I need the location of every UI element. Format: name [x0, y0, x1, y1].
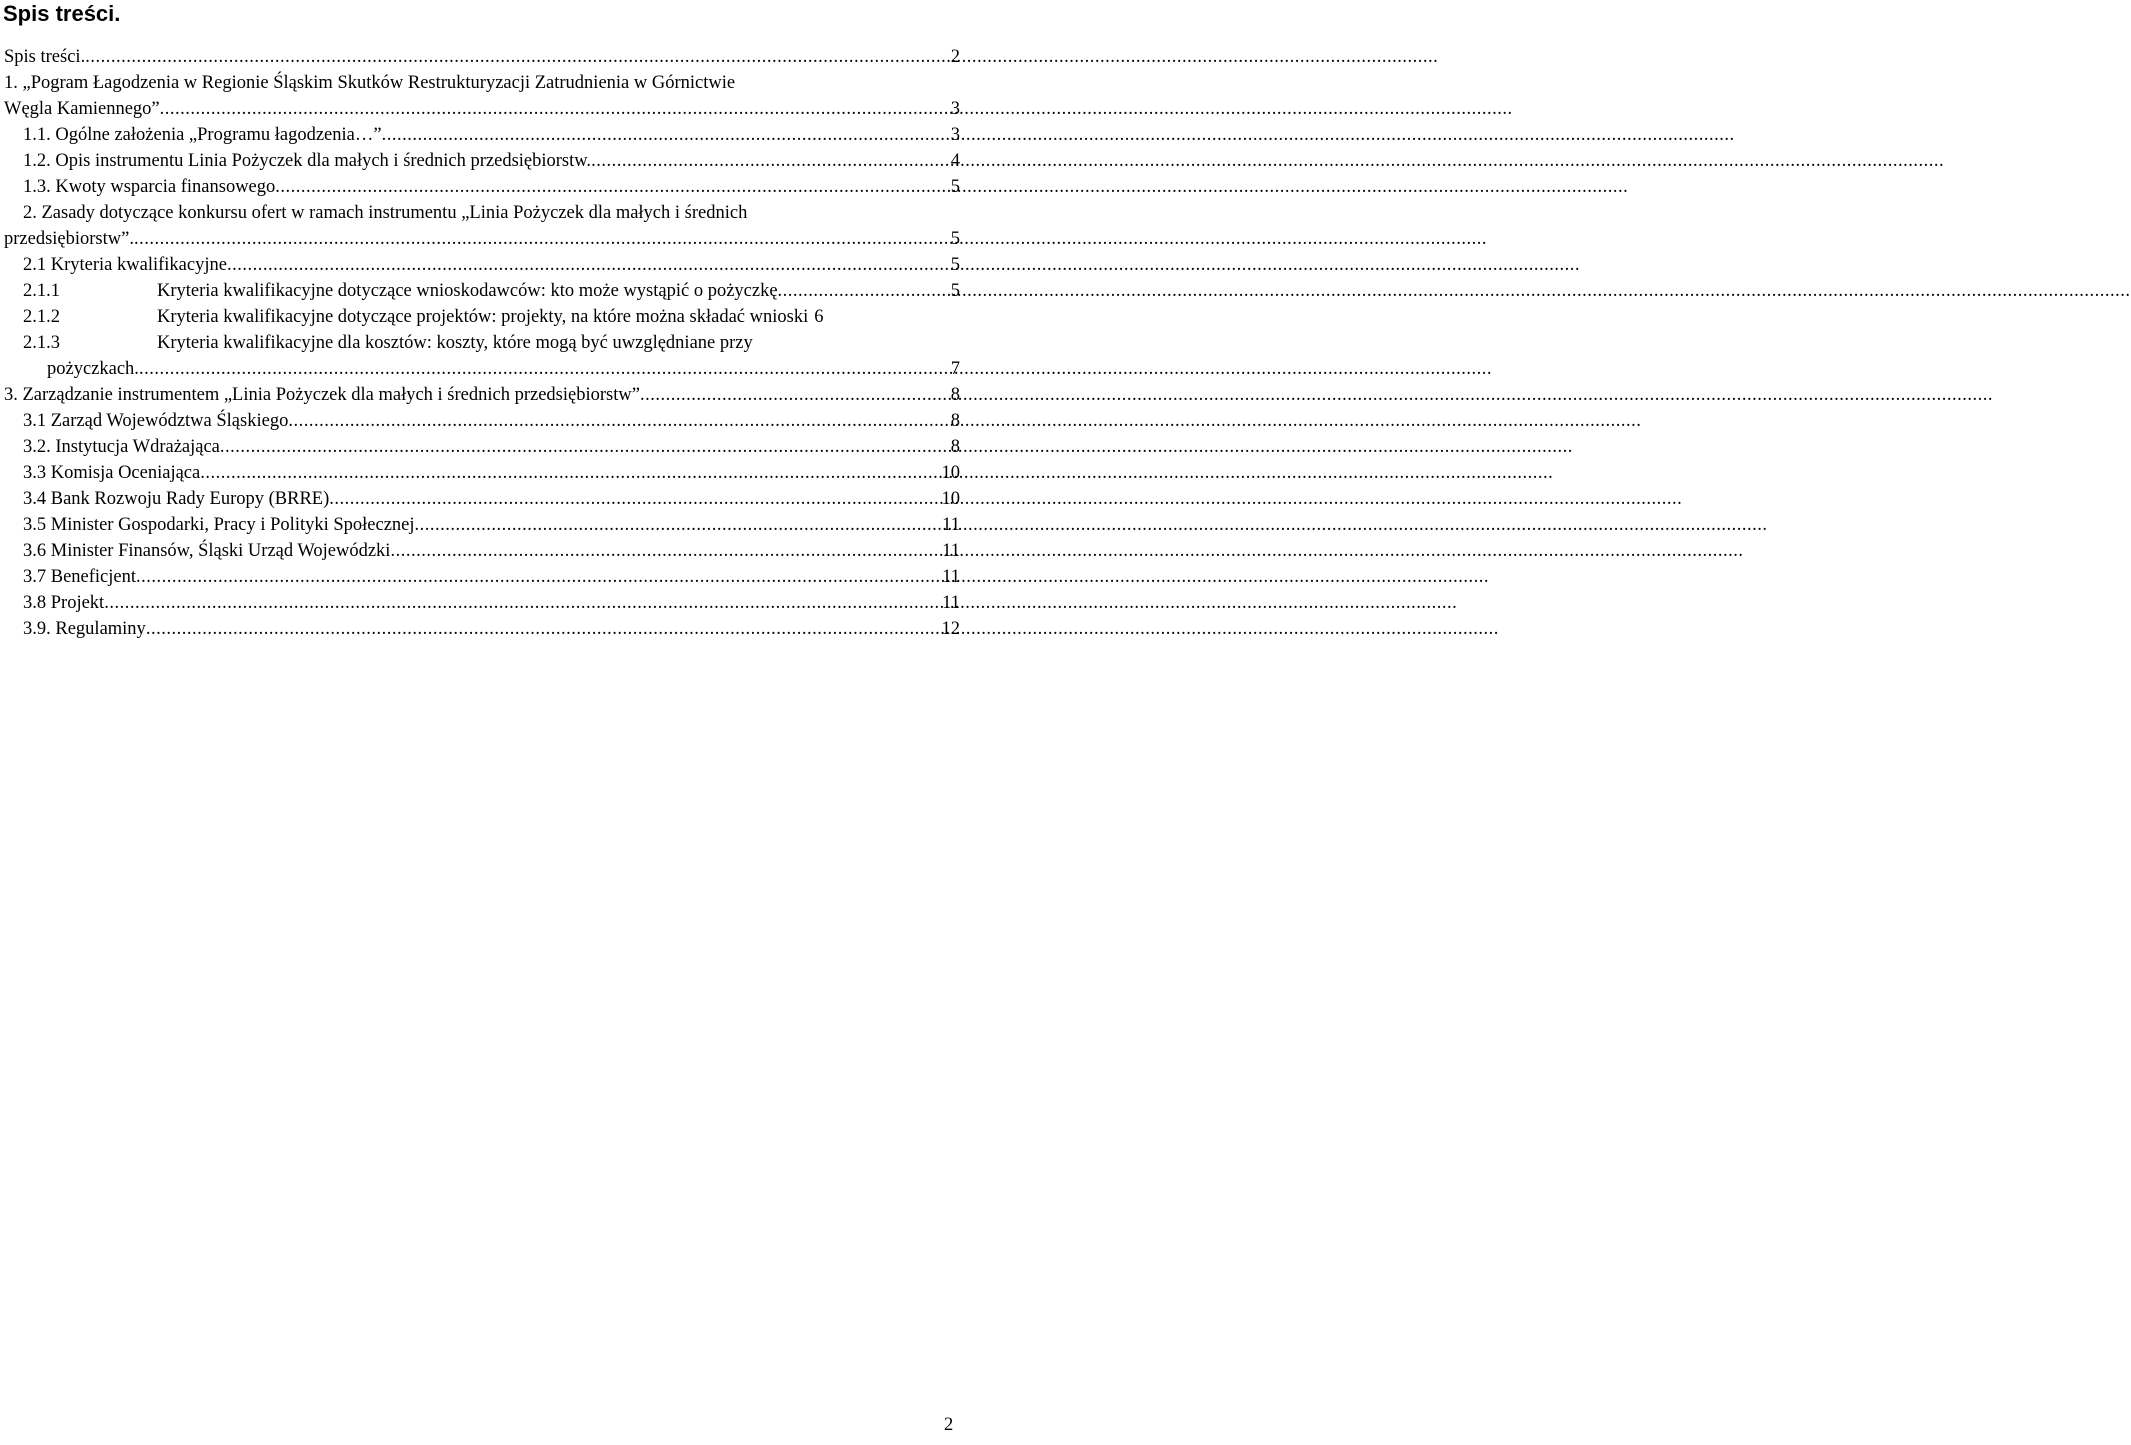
toc-entry-text: Spis treści.	[4, 47, 86, 67]
toc-entry[interactable]	[4, 382, 960, 408]
toc-entry[interactable]	[4, 564, 960, 590]
toc-page-number: 12	[941, 619, 960, 639]
toc-page-number: 5	[950, 177, 960, 197]
toc-page-number: 5	[950, 281, 960, 301]
toc-page-number: 8	[950, 411, 960, 431]
toc-entry-text: 3.7 Beneficjent	[23, 567, 137, 587]
toc-entry-text: 3.6 Minister Finansów, Śląski Urząd Wojewódzki	[23, 541, 391, 561]
toc-leader-dots	[139, 356, 949, 382]
toc-entry[interactable]	[4, 96, 960, 122]
toc-entry[interactable]	[4, 252, 960, 278]
toc-entry[interactable]	[4, 434, 960, 460]
toc-entry-text: 3. Zarządzanie instrumentem „Linia Pożyczek dla małych i średnich przedsiębiorstw”	[4, 385, 640, 405]
toc-entry-text: Kryteria kwalifikacyjne dotyczące projektów: projekty, na które można składać wnioski	[157, 307, 809, 327]
toc-entry-number: 2.1.3	[23, 333, 60, 353]
toc-leader-dots	[415, 512, 941, 538]
toc-entry-text: 2.1 Kryteria kwalifikacyjne	[23, 255, 227, 275]
toc-entry[interactable]	[4, 304, 960, 330]
toc-page-number: 8	[950, 437, 960, 457]
toc-entry-text: 3.4 Bank Rozwoju Rady Europy (BRRE)	[23, 489, 330, 509]
toc-entry-text: 3.3 Komisja Oceniająca	[23, 463, 201, 483]
toc-page-number: 5	[950, 255, 960, 275]
toc-entry[interactable]	[4, 408, 960, 434]
toc-page-number: 11	[942, 567, 960, 587]
toc-leader-dots	[778, 278, 949, 304]
toc-entry[interactable]	[4, 174, 960, 200]
toc-leader-dots	[134, 226, 949, 252]
toc-page-number: 3	[950, 99, 960, 119]
toc-page-number: 11	[942, 515, 960, 535]
toc-entry-line[interactable]: 2. Zasady dotyczące konkursu ofert w ramach instrumentu „Linia Pożyczek dla małych i średnich	[23, 203, 748, 223]
toc-entry-text: 3.9. Regulaminy	[23, 619, 146, 639]
toc-leader-dots	[146, 616, 940, 642]
toc-leader-dots	[85, 44, 949, 70]
toc-page-number: 5	[950, 229, 960, 249]
toc-leader-dots	[227, 252, 949, 278]
toc-entry-text: 1.1. Ogólne założenia „Programu łagodzenia…”	[23, 125, 382, 145]
toc-leader-dots	[591, 148, 949, 174]
toc-entry-text: 1.2. Opis instrumentu Linia Pożyczek dla małych i średnich przedsiębiorstw.	[23, 151, 592, 171]
toc-page-number: 10	[941, 489, 960, 509]
toc-entry-text: 3.1 Zarząd Województwa Śląskiego	[23, 411, 289, 431]
toc-entry[interactable]	[4, 590, 960, 616]
toc-leader-dots	[104, 590, 940, 616]
toc-entry-text: Węgla Kamiennego”	[4, 99, 160, 119]
toc-entry-text: 3.8 Projekt	[23, 593, 105, 613]
toc-page-number: 7	[950, 359, 960, 379]
table-of-contents	[4, 44, 960, 642]
toc-entry-text: Kryteria kwalifikacyjne dotyczące wnioskodawców: kto może wystąpić o pożyczkę	[157, 281, 778, 301]
toc-entry-text: przedsiębiorstw”.	[4, 229, 134, 249]
toc-leader-dots	[640, 382, 949, 408]
toc-entry-line[interactable]: 1. „Pogram Łagodzenia w Regionie Śląskim Skutków Restrukturyzacji Zatrudnienia w Górnictwie	[4, 73, 736, 93]
toc-leader-dots	[200, 460, 939, 486]
toc-entry[interactable]	[4, 356, 960, 382]
toc-leader-dots	[288, 408, 948, 434]
toc-entry[interactable]	[4, 486, 960, 512]
toc-entry[interactable]	[4, 278, 960, 304]
toc-leader-dots	[220, 434, 949, 460]
toc-entry-text: 1.3. Kwoty wsparcia finansowego	[23, 177, 276, 197]
toc-page-number: 11	[942, 541, 960, 561]
toc-entry[interactable]	[4, 226, 960, 252]
toc-entry[interactable]	[4, 122, 960, 148]
toc-leader-dots	[390, 538, 940, 564]
page-title: Spis treści.	[3, 1, 121, 26]
toc-entry-text: Kryteria kwalifikacyjne dla kosztów: koszty, które mogą być uwzględniane przy	[157, 333, 753, 353]
toc-page-number: 10	[941, 463, 960, 483]
toc-page-number: 8	[950, 385, 960, 405]
toc-leader-dots	[136, 564, 940, 590]
toc-entry-text: 3.5 Minister Gospodarki, Pracy i Polityki Społecznej	[23, 515, 415, 535]
toc-entry[interactable]	[4, 460, 960, 486]
toc-leader-dots	[329, 486, 939, 512]
toc-leader-dots	[382, 122, 949, 148]
toc-entry[interactable]	[4, 538, 960, 564]
toc-page-number: 4	[950, 151, 960, 171]
toc-entry[interactable]	[4, 512, 960, 538]
toc-entry[interactable]	[4, 148, 960, 174]
toc-page-number: 11	[942, 593, 960, 613]
toc-entry-text: 3.2. Instytucja Wdrażająca	[23, 437, 220, 457]
toc-entry[interactable]	[4, 330, 960, 356]
toc-page-number: 6	[814, 307, 824, 327]
toc-entry-number: 2.1.2	[23, 307, 60, 327]
toc-entry[interactable]	[4, 616, 960, 642]
toc-entry[interactable]	[4, 44, 960, 70]
toc-entry-number: 2.1.1	[23, 281, 60, 301]
toc-leader-dots	[160, 96, 949, 122]
toc-leader-dots	[275, 174, 948, 200]
toc-entry-text: pożyczkach.	[47, 359, 139, 379]
toc-page-number: 3	[950, 125, 960, 145]
toc-page-number: 2	[950, 47, 960, 67]
footer-page-number: 2	[944, 1415, 954, 1435]
